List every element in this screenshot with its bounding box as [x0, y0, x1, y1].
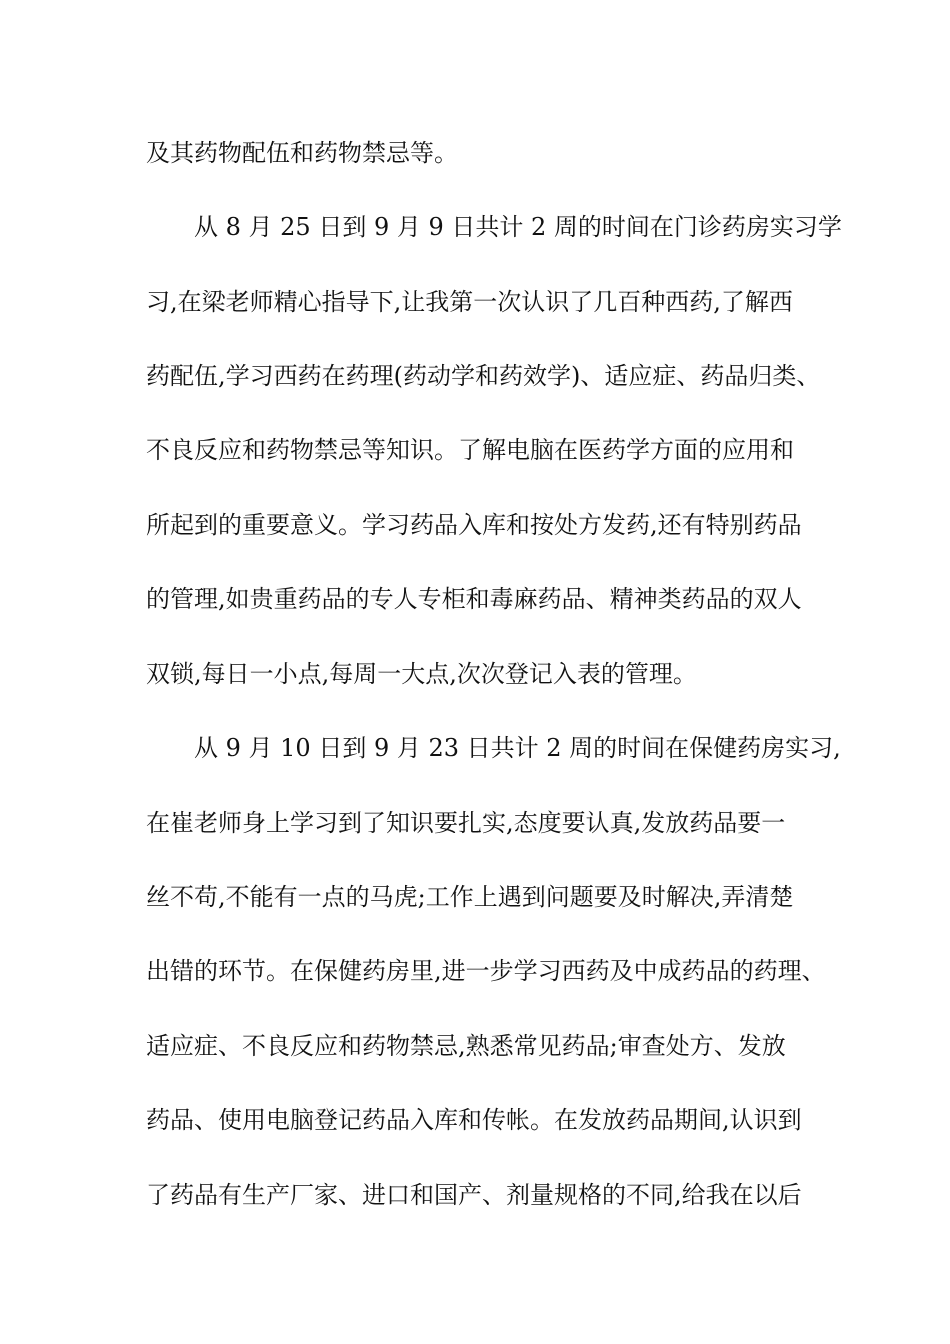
text-line-11: 丝不苟,不能有一点的马虎;工作上遇到问题要及时解决,弄清楚	[146, 883, 794, 911]
paragraph-start-line-9: 从 9 月 10 日到 9 月 23 日共计 2 周的时间在保健药房实习,	[194, 734, 841, 762]
text-line-13: 适应症、不良反应和药物禁忌,熟悉常见药品;审查处方、发放	[146, 1032, 786, 1060]
text-line-4: 药配伍,学习西药在药理(药动学和药效学)、适应症、药品归类、	[146, 362, 821, 390]
text-line-10: 在崔老师身上学习到了知识要扎实,态度要认真,发放药品要一	[146, 809, 786, 837]
text-line-1: 及其药物配伍和药物禁忌等。	[146, 139, 458, 167]
text-line-5: 不良反应和药物禁忌等知识。了解电脑在医药学方面的应用和	[146, 436, 794, 464]
text-line-3: 习,在梁老师精心指导下,让我第一次认识了几百种西药,了解西	[146, 288, 793, 316]
paragraph-start-line-2: 从 8 月 25 日到 9 月 9 日共计 2 周的时间在门诊药房实习学	[194, 213, 842, 241]
text-line-14: 药品、使用电脑登记药品入库和传帐。在发放药品期间,认识到	[146, 1106, 802, 1134]
text-line-12: 出错的环节。在保健药房里,进一步学习西药及中成药品的药理、	[146, 957, 826, 985]
text-line-8: 双锁,每日一小点,每周一大点,次次登记入表的管理。	[146, 660, 697, 688]
text-line-6: 所起到的重要意义。学习药品入库和按处方发药,还有特别药品	[146, 511, 802, 539]
text-line-7: 的管理,如贵重药品的专人专柜和毒麻药品、精神类药品的双人	[146, 585, 802, 613]
text-line-15: 了药品有生产厂家、进口和国产、剂量规格的不同,给我在以后	[146, 1181, 802, 1209]
